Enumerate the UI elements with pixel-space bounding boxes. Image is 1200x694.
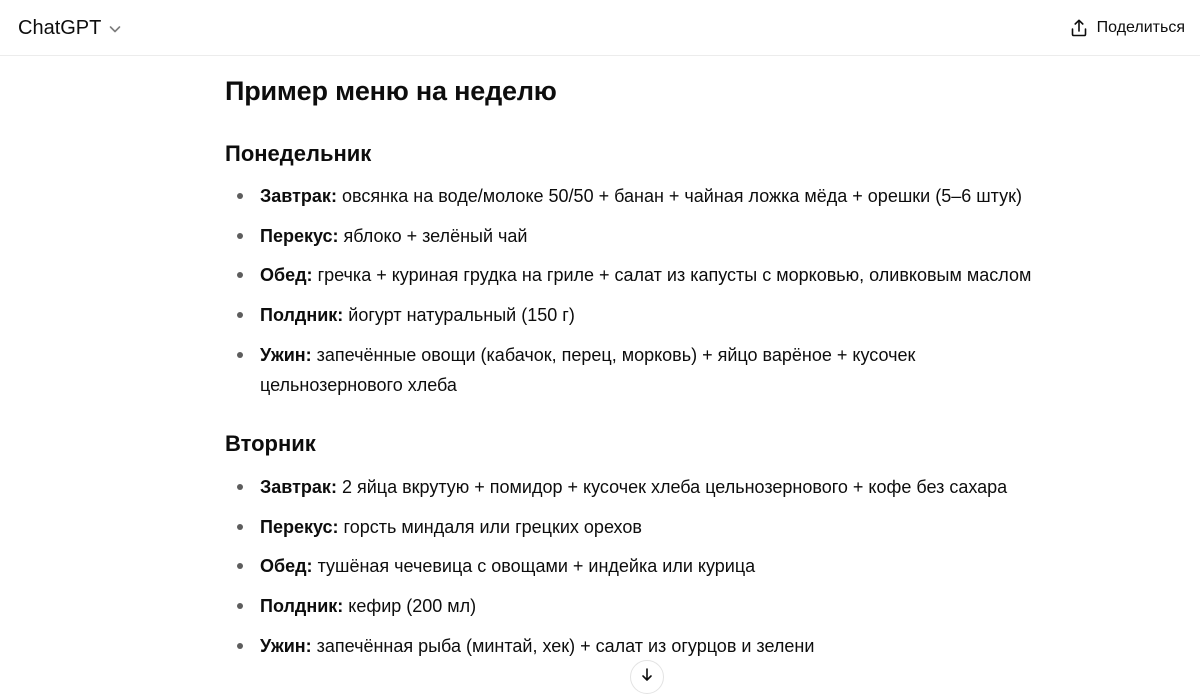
model-switcher[interactable] (10, 9, 131, 47)
meal-list-monday (225, 181, 1055, 409)
day-heading-tuesday: Вторник (225, 431, 316, 456)
meal-label: Завтрак: (260, 186, 337, 206)
meal-label: Полдник: (260, 596, 344, 617)
meal-label: Завтрак: (260, 477, 337, 497)
list-item (225, 551, 1055, 581)
list-item (225, 340, 960, 400)
meal-list-tuesday (225, 472, 1055, 670)
share-icon (1069, 18, 1089, 38)
meal-label: Полдник: (260, 305, 344, 326)
meal-label: Ужин: (260, 344, 312, 365)
list-item (225, 300, 1055, 330)
meal-text: кефир (200 мл) (343, 596, 477, 617)
list-item (225, 260, 1055, 290)
page-title: Пример меню на неделю (225, 76, 557, 106)
list-item (225, 512, 1055, 542)
meal-text: горсть миндаля или грецких орехов (338, 516, 642, 537)
list-item (225, 631, 1055, 661)
meal-text: тушёная чечевица с овощами + индейка или курица (312, 556, 756, 577)
list-item (225, 181, 1055, 211)
list-item (225, 591, 1055, 621)
meal-text: йогурт натуральный (150 г) (343, 305, 575, 326)
meal-label: Обед: (260, 265, 313, 286)
meal-text: 2 яйца вкрутую + помидор + кусочек хлеба цельнозернового + кофе без сахара (336, 477, 1008, 497)
scroll-down-button[interactable] (630, 660, 664, 694)
day-heading-monday: Понедельник (225, 141, 372, 166)
model-name: ChatGPT (18, 16, 102, 39)
share-label: Поделиться (1096, 19, 1185, 36)
chevron-down-icon (107, 21, 123, 37)
share-button[interactable] (1062, 9, 1192, 47)
list-item (225, 221, 1055, 251)
meal-text: яблоко + зелёный чай (338, 225, 528, 246)
arrow-down-icon (639, 667, 655, 693)
meal-text: овсянка на воде/молоке 50/50 + банан + чайная ложка мёда + орешки (5–6 штук) (336, 186, 1022, 206)
list-item (225, 472, 1055, 502)
meal-text: запечённые овощи (кабачок, перец, морковь) + яйцо варёное + кусочек цельнозернового хлеба (260, 344, 916, 395)
meal-text: гречка + куриная грудка на гриле + салат из капусты с морковью, оливковым маслом (312, 265, 1032, 286)
meal-label: Перекус: (260, 516, 339, 537)
meal-label: Перекус: (260, 225, 339, 246)
top-bar (0, 0, 1200, 56)
meal-text: запечённая рыба (минтай, хек) + салат из огурцов и зелени (311, 635, 815, 656)
meal-label: Обед: (260, 556, 313, 577)
meal-label: Ужин: (260, 635, 312, 656)
